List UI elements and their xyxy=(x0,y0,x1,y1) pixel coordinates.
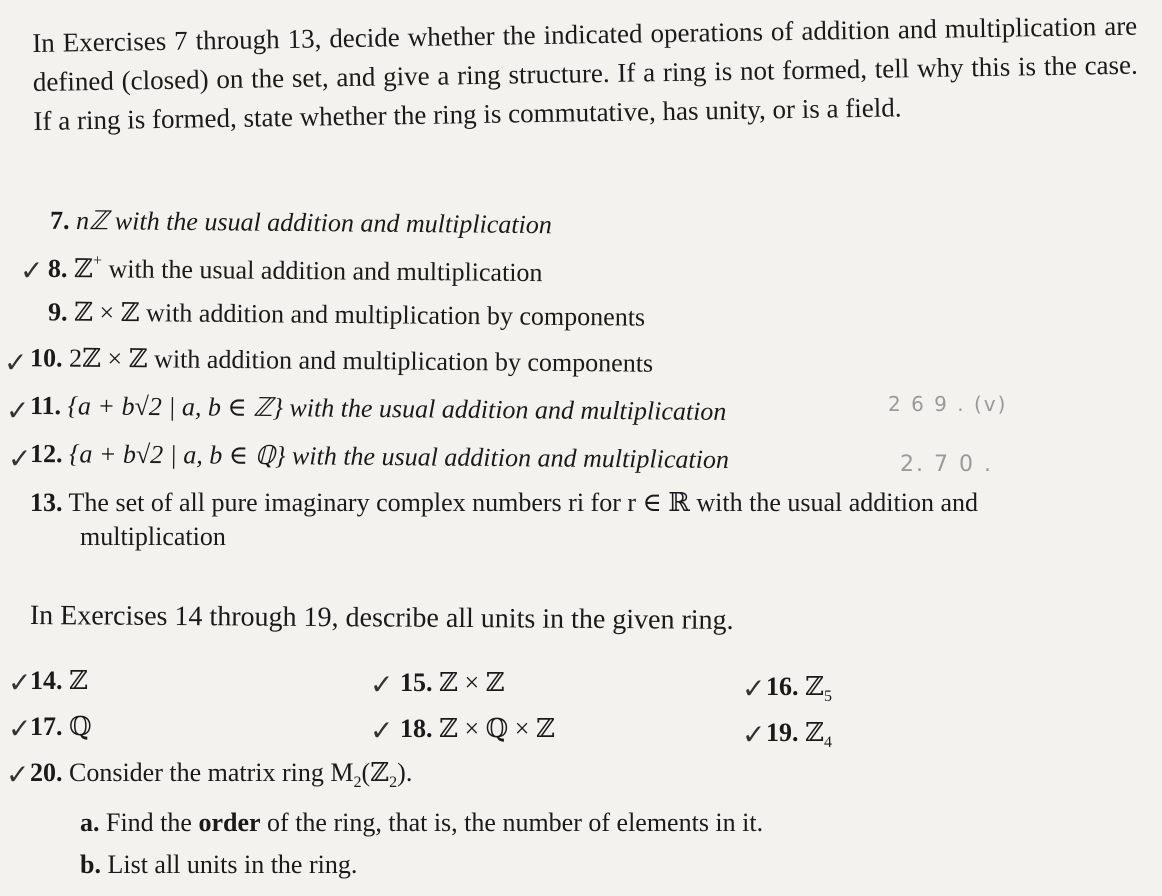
exercise-19: 19. ℤ$_4$ xyxy=(766,718,832,751)
check-mark-icon: ✓ xyxy=(4,346,28,379)
exercise-11: 11. {a + b√2 | a, b ∈ ℤ} with the usual addition and multiplication xyxy=(29,390,727,427)
exercise-9-text: ℤ × ℤ with addition and multiplication by components xyxy=(73,297,646,332)
check-mark-icon: ✓ xyxy=(6,394,30,427)
check-mark-icon: ✓ xyxy=(370,668,394,701)
exercise-9: 9. ℤ × ℤ with addition and multiplication by components xyxy=(47,297,646,332)
check-mark-icon: ✓ xyxy=(8,712,32,745)
exercise-14: 14. ℤ xyxy=(30,666,88,695)
exercise-10-text: 2ℤ × ℤ with addition and multiplication by components xyxy=(68,343,654,378)
handwritten-note-11: 2 6 9 . (v) xyxy=(888,392,1008,416)
exercise-16: 16. ℤ$_5$ xyxy=(766,672,832,705)
check-mark-icon: ✓ xyxy=(8,666,32,699)
exercise-13-continued: multiplication xyxy=(80,522,226,551)
instructions-7-13: In Exercises 7 through 13, decide whether the indicated operations of addition and multiplication are defined (closed) on the set, and give a ring structure. If a ring is not formed, tell why this is the case. If a ring is formed, state whether the ring is commutative, has unity, or is a field. xyxy=(32,10,1139,136)
check-mark-icon: ✓ xyxy=(370,714,394,747)
exercise-15: 15. ℤ × ℤ xyxy=(400,668,505,697)
check-mark-icon: ✓ xyxy=(742,718,766,751)
exercise-7-text: nℤ with the usual addition and multiplication xyxy=(75,206,552,240)
exercise-20b: b. List all units in the ring. xyxy=(80,850,358,879)
exercise-7: 7. nℤ with the usual addition and multiplication xyxy=(49,205,552,240)
exercise-20a: a. Find the order of the ring, that is, the number of elements in it. xyxy=(80,808,764,837)
exercise-17: 17. ℚ xyxy=(30,712,92,741)
exercise-11-text: {a + b√2 | a, b ∈ ℤ} with the usual addition and multiplication xyxy=(67,391,727,427)
exercise-13-text: The set of all pure imaginary complex numbers ri for r ∈ ℝ with the usual addition and xyxy=(68,488,978,517)
exercise-13: 13. The set of all pure imaginary complex numbers ri for r ∈ ℝ with the usual addition and xyxy=(30,488,978,517)
exercise-20: 20. Consider the matrix ring $M_2(ℤ_2)$. xyxy=(30,758,413,791)
check-mark-icon: ✓ xyxy=(6,758,30,791)
exercise-8: 8. ℤ+ with the usual addition and multiplication xyxy=(47,252,543,288)
exercise-18: 18. ℤ × ℚ × ℤ xyxy=(400,714,555,743)
check-mark-icon: ✓ xyxy=(8,442,32,475)
check-mark-icon: ✓ xyxy=(20,254,44,287)
check-mark-icon: ✓ xyxy=(742,672,766,705)
instructions-14-19: In Exercises 14 through 19, describe all units in the given ring. xyxy=(29,600,734,636)
handwritten-note-12: 2. 7 0 . xyxy=(900,452,993,477)
exercise-12: 12. {a + b√2 | a, b ∈ ℚ} with the usual addition and multiplication xyxy=(29,438,730,475)
exercise-10: 10. 2ℤ × ℤ with addition and multiplication by components xyxy=(29,343,654,378)
exercise-8-text: with the usual addition and multiplication xyxy=(101,254,543,288)
exercise-12-text: {a + b√2 | a, b ∈ ℚ} with the usual addition and multiplication xyxy=(68,439,730,475)
